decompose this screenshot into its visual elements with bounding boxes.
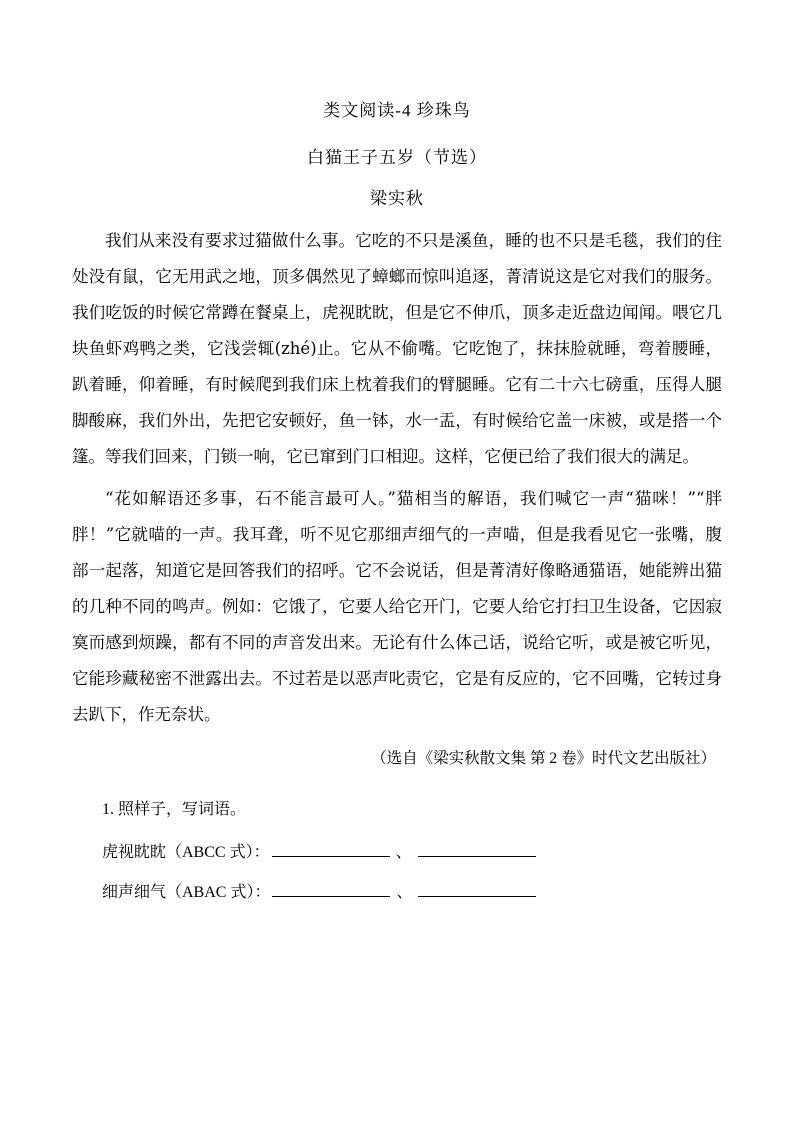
question-1-row-1 — [102, 833, 722, 873]
question-1-prompt: 1. 照样子，写词语。 — [102, 801, 247, 818]
answer-blank[interactable] — [272, 878, 390, 897]
article-author: 梁实秋 — [370, 189, 424, 208]
body-paragraph: “花如解语还多事，石不能言最可人。”猫相当的解语，我们喊它一声“猫咪！”“胖胖！”它就喵的一声。我耳聋，听不见它那细声细气的一声喵，但是我看见它一张嘴，腹部一起落，知道它是回答我们的招呼。它不会说话，但是菁清好像略通猫语，她能辨出猫的几种不同的鸣声。例如：它饿了，它要人给它开门，它要人给它打扫卫生设备，它因寂寞而感到烦躁，都有不同的声音发出来。无论有什么体己话，说给它听，或是被它听见，它能珍藏秘密不泄露出去。不过若是以恶声叱责它，它是有反应的，它不回嘴，它转过身去趴下，作无奈状。 — [72, 489, 722, 724]
blank-separator: 、 — [395, 844, 412, 861]
fill-label: 细声细气（ABAC 式）： — [102, 884, 271, 901]
answer-blank[interactable] — [418, 838, 536, 857]
question-1-row-2 — [102, 873, 722, 913]
blank-separator: 、 — [396, 884, 413, 901]
article-source: （选自《梁实秋散文集 第 2 卷》时代文艺出版社） — [371, 750, 716, 767]
answer-blank[interactable] — [418, 878, 536, 897]
answer-blank[interactable] — [272, 838, 390, 857]
body-paragraph: 我们从来没有要求过猫做什么事。它吃的不只是溪鱼，睡的也不只是毛毯，我们的住处没有鼠，它无用武之地，顶多偶然见了蟑螂而惊叫追逐，菁清说这是它对我们的服务。我们吃饭的时候它常蹲在餐桌上，虎视眈眈，但是它不伸爪，顶多走近盘边闻闻。喂它几块鱼虾鸡鸭之类，它浅尝辄(zhé)止。它从不偷嘴。它吃饱了，抹抹脸就睡，弯着腰睡，趴着睡，仰着睡，有时候爬到我们床上枕着我们的臂腿睡。它有二十六七磅重，压得人腿脚酸麻，我们外出，先把它安顿好，鱼一钵，水一盂，有时候给它盖一床被，或是搭一个篷。等我们回来，门锁一响，它已窜到门口相迎。这样，它便已给了我们很大的满足。 — [72, 231, 722, 466]
page-title: 类文阅读-4 珍珠鸟 — [323, 101, 471, 120]
fill-label: 虎视眈眈（ABCC 式）： — [102, 844, 270, 861]
article-subtitle: 白猫王子五岁（节选） — [307, 148, 487, 167]
document-content — [72, 96, 722, 913]
